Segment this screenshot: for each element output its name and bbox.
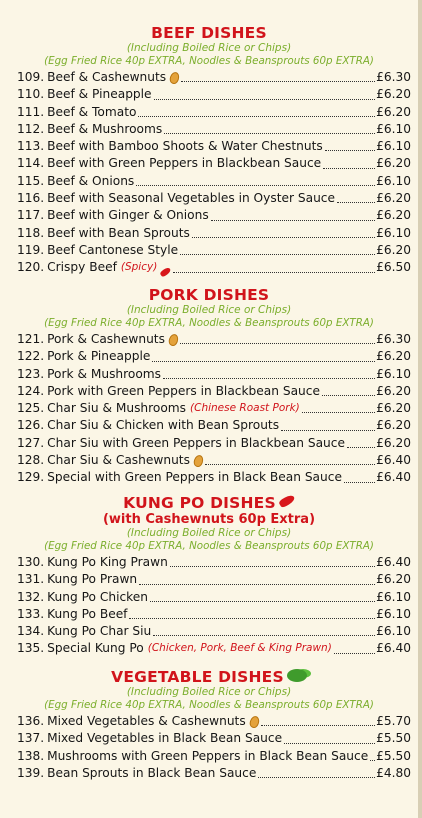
item-name: Beef & Mushrooms [47,121,163,136]
menu-item [0,242,418,259]
menu-item [0,765,418,782]
dot-leader [205,464,375,465]
item-name: Kung Po King Prawn [47,555,168,569]
menu-item [0,589,418,606]
item-price: £6.10 [376,624,411,639]
menu-item [0,104,418,121]
menu-item [0,121,418,138]
dot-leader [347,447,375,448]
dot-leader [284,743,375,744]
pork-section [0,286,418,487]
item-price: £6.10 [376,589,411,604]
dot-leader [170,566,375,567]
item-name: Beef & Pineapple [47,87,152,102]
item-number: 124. [17,383,45,398]
section-title-vegetable [0,668,418,686]
item-name: Pork with Green Peppers in Blackbean Sauce [47,383,320,398]
menu-item [0,383,418,400]
dot-leader [138,116,375,117]
dot-leader [173,272,375,273]
item-name: Char Siu & Cashewnuts [47,453,190,468]
item-name: Kung Po Char Siu [47,624,152,639]
dot-leader [323,168,375,169]
item-number: 119. [17,242,45,257]
item-name: Pork & Mushrooms [47,366,162,381]
item-number: 112. [17,121,45,136]
menu-item [0,190,418,207]
item-price: £6.20 [376,242,411,257]
vegetable-section [0,668,418,782]
item-price: £6.30 [376,70,411,84]
item-name: Char Siu with Green Peppers in Blackbean Sauce [47,435,345,450]
menu-item [0,730,418,747]
menu-item [0,417,418,434]
item-price: £6.10 [376,173,411,188]
item-number: 120. [17,260,45,275]
included-note: (Including Boiled Rice or Chips) [126,42,292,54]
cashew-icon [169,71,181,85]
item-name: Mixed Vegetables in Black Bean Sauce [47,731,283,746]
item-price: £6.20 [376,383,411,398]
section-title-pork: PORK DISHES [148,286,270,304]
item-number: 136. [17,714,45,728]
item-name: Pork & Cashewnuts [47,332,165,346]
dot-leader [154,99,376,100]
item-price: £6.10 [376,225,411,240]
menu-item [0,469,418,486]
item-list [0,69,418,277]
item-number: 133. [17,606,45,621]
menu-item [0,571,418,588]
dot-leader [325,150,375,151]
item-number: 117. [17,208,45,223]
menu-item [0,435,418,452]
item-number: 113. [17,139,45,154]
item-number: 125. [17,401,45,416]
page-edge [418,0,422,818]
item-name: Char Siu & Mushrooms [47,401,187,416]
menu-item [0,69,418,86]
item-number: 139. [17,765,45,780]
menu-item [0,554,418,571]
extras-note: (Egg Fried Rice 40p EXTRA, Noodles & Beansprouts 60p EXTRA) [44,317,374,329]
item-list [0,713,418,782]
item-price: £6.20 [376,401,411,416]
item-number: 137. [17,731,45,746]
dot-leader [163,378,375,379]
menu-item [0,606,418,623]
extras-note: (Egg Fried Rice 40p EXTRA, Noodles & Beansprouts 60p EXTRA) [44,55,374,67]
dot-leader [192,237,375,238]
item-name: Mushrooms with Green Peppers in Black Bean Sauce [47,748,369,763]
cashew-icon [192,454,204,468]
vegetable-icon [287,669,307,682]
menu-item [0,748,418,765]
item-number: 114. [17,156,45,171]
item-price: £6.10 [376,139,411,154]
item-name: Beef & Cashewnuts [47,70,167,84]
item-name: Pork & Pineapple [47,349,151,364]
item-number: 110. [17,87,45,102]
item-number: 130. [17,555,45,569]
item-name: Kung Po Chicken [47,589,148,604]
item-name: Bean Sprouts in Black Bean Sauce [47,765,257,780]
dot-leader [150,601,375,602]
dot-leader [261,725,375,726]
item-name: Beef Cantonese Style [47,242,179,257]
section-title-text: VEGETABLE DISHES [111,668,284,686]
item-name: Beef with Seasonal Vegetables in Oyster Sauce [47,191,335,206]
item-price: £6.20 [376,208,411,223]
dot-leader [152,361,375,362]
item-name: Char Siu & Chicken with Bean Sprouts [47,418,280,433]
chili-icon [160,266,172,277]
item-name: Kung Po Prawn [47,572,138,587]
item-number: 116. [17,191,45,206]
menu-item [0,640,418,657]
item-name: Kung Po Beef [47,606,128,621]
item-name: Beef & Onions [47,173,135,188]
item-number: 131. [17,572,45,587]
dot-leader [129,618,375,619]
kungpo-section [0,494,418,658]
cashew-icon [248,715,260,729]
section-title-text: KUNG PO DISHES [123,494,276,512]
dot-leader [302,412,375,413]
item-price: £5.50 [376,731,411,746]
item-number: 111. [17,104,45,119]
item-price: £6.20 [376,418,411,433]
item-price: £6.20 [376,87,411,102]
menu-item [0,207,418,224]
menu-item [0,173,418,190]
item-number: 138. [17,748,45,763]
menu-item [0,452,418,469]
item-number: 123. [17,366,45,381]
item-price: £4.80 [376,765,411,780]
item-number: 127. [17,435,45,450]
extras-note: (Egg Fried Rice 40p EXTRA, Noodles & Beansprouts 60p EXTRA) [44,699,374,711]
item-note: (Chicken, Pork, Beef & King Prawn) [147,642,332,655]
item-number: 134. [17,624,45,639]
kungpo-subtitle: (with Cashewnuts 60p Extra) [102,512,316,527]
item-price: £6.20 [376,104,411,119]
dot-leader [344,482,375,483]
menu-item [0,138,418,155]
item-name: Beef with Green Peppers in Blackbean Sauce [47,156,322,171]
item-number: 128. [17,453,45,468]
menu-item [0,155,418,172]
cashew-icon [167,333,179,347]
dot-leader [153,635,375,636]
item-price: £6.30 [376,332,411,346]
included-note: (Including Boiled Rice or Chips) [126,686,292,698]
dot-leader [180,343,375,344]
item-price: £6.20 [376,191,411,206]
item-number: 126. [17,418,45,433]
included-note: (Including Boiled Rice or Chips) [126,304,292,316]
item-name: Beef with Ginger & Onions [47,208,209,223]
menu-item [0,366,418,383]
item-name: Crispy Beef [47,260,117,275]
item-price: £6.40 [376,470,411,485]
dot-leader [337,202,375,203]
item-price: £6.10 [376,121,411,136]
item-name: Mixed Vegetables & Cashewnuts [47,714,246,728]
item-price: £6.40 [376,641,411,656]
dot-leader [322,395,375,396]
item-number: 122. [17,349,45,364]
dot-leader [281,430,375,431]
item-number: 109. [17,70,45,84]
item-price: £6.10 [376,606,411,621]
item-number: 115. [17,173,45,188]
item-note: (Chinese Roast Pork) [190,402,300,415]
item-price: £6.10 [376,366,411,381]
dot-leader [181,81,375,82]
menu-item [0,86,418,103]
item-price: £6.20 [376,156,411,171]
item-note: (Spicy) [120,261,158,274]
section-title-beef: BEEF DISHES [151,24,267,42]
extras-note: (Egg Fried Rice 40p EXTRA, Noodles & Beansprouts 60p EXTRA) [44,540,374,552]
item-price: £5.70 [376,714,411,728]
section-title-kungpo [0,494,418,512]
item-price: £6.40 [376,555,411,569]
item-number: 135. [17,641,45,656]
item-number: 118. [17,225,45,240]
menu-item [0,331,418,348]
dot-leader [164,133,375,134]
menu-item [0,400,418,417]
item-list [0,331,418,487]
item-name: Beef & Tomato [47,104,137,119]
item-number: 129. [17,470,45,485]
item-price: £5.50 [376,748,411,763]
beef-section [0,24,418,277]
item-name: Special with Green Peppers in Black Bean Sauce [47,470,342,485]
dot-leader [136,185,375,186]
dot-leader [258,777,375,778]
item-list [0,554,418,658]
menu-item [0,348,418,365]
item-name: Beef with Bamboo Shoots & Water Chestnuts [47,139,323,154]
chili-icon [278,493,296,508]
dot-leader [211,220,375,221]
item-price: £6.40 [376,453,411,468]
item-number: 121. [17,332,45,346]
menu-item [0,259,418,276]
item-price: £6.50 [376,260,411,275]
item-price: £6.20 [376,349,411,364]
included-note: (Including Boiled Rice or Chips) [126,527,292,539]
item-name: Special Kung Po [47,641,144,656]
menu-item [0,225,418,242]
item-price: £6.20 [376,435,411,450]
dot-leader [180,254,375,255]
menu-item [0,623,418,640]
item-price: £6.20 [376,572,411,587]
dot-leader [334,653,375,654]
item-name: Beef with Bean Sprouts [47,225,190,240]
dot-leader [370,760,375,761]
dot-leader [139,584,375,585]
item-number: 132. [17,589,45,604]
menu-item [0,713,418,730]
